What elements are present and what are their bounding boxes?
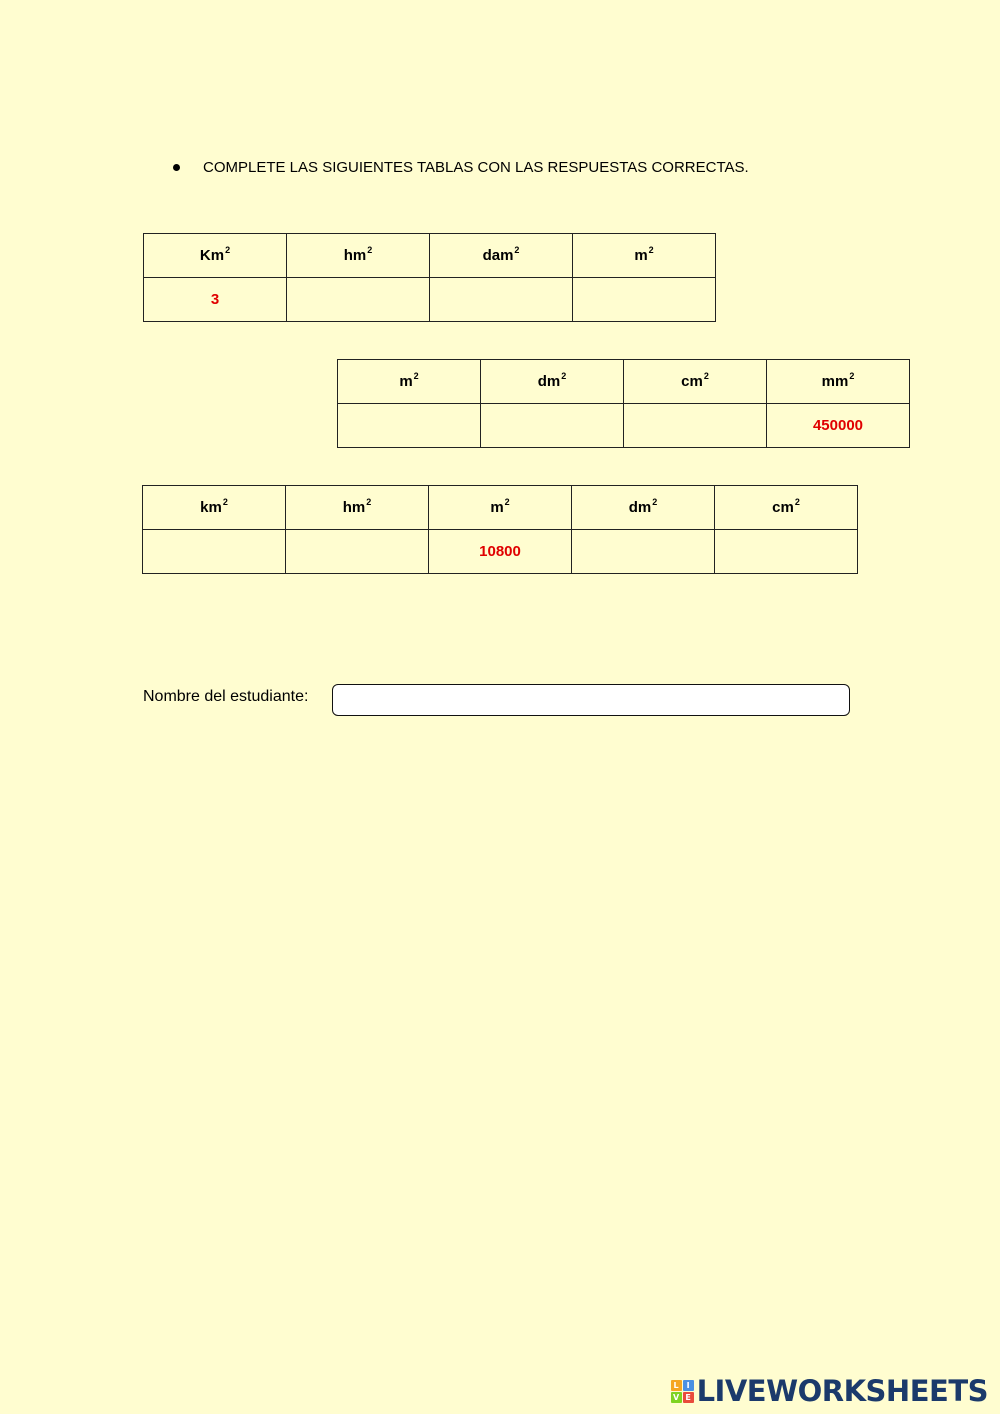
unit-header: $mm^2$ <box>767 360 910 404</box>
unit-header: $dm^2$ <box>481 360 624 404</box>
conversion-table-2 <box>337 359 910 448</box>
table-header-row <box>338 360 910 404</box>
unit-header: $m^2$ <box>429 486 572 530</box>
answer-cell[interactable] <box>143 530 286 574</box>
instruction <box>173 159 749 176</box>
answer-cell[interactable] <box>624 404 767 448</box>
given-value-cell: 450000 <box>767 404 910 448</box>
unit-header: dam$^2$ <box>430 234 573 278</box>
unit-header: $cm^2$ <box>624 360 767 404</box>
answer-cell[interactable] <box>573 278 716 322</box>
logo-text: LIVEWORKSHEETS <box>696 1374 988 1408</box>
logo-blocks-icon <box>671 1380 694 1403</box>
unit-header: $dm^2$ <box>572 486 715 530</box>
logo-block: E <box>683 1392 694 1403</box>
unit-header: $m^2$ <box>338 360 481 404</box>
student-name-label: Nombre del estudiante: <box>143 688 309 705</box>
given-value-cell: 3 <box>144 278 287 322</box>
unit-header: $m^2$ <box>573 234 716 278</box>
logo-block: V <box>671 1392 682 1403</box>
answer-cell[interactable] <box>481 404 624 448</box>
logo-block: L <box>671 1380 682 1391</box>
conversion-table-3 <box>142 485 858 574</box>
answer-cell[interactable] <box>572 530 715 574</box>
table-value-row <box>338 404 910 448</box>
unit-header: $hm^2$ <box>287 234 430 278</box>
logo-block: I <box>683 1380 694 1391</box>
table-value-row <box>143 530 858 574</box>
answer-cell[interactable] <box>286 530 429 574</box>
bullet-icon <box>173 164 180 171</box>
liveworksheets-logo <box>671 1374 988 1408</box>
table-value-row <box>144 278 716 322</box>
answer-cell[interactable] <box>338 404 481 448</box>
answer-cell[interactable] <box>430 278 573 322</box>
conversion-table-1 <box>143 233 716 322</box>
unit-header: $hm^2$ <box>286 486 429 530</box>
table-header-row <box>144 234 716 278</box>
instruction-text: COMPLETE LAS SIGUIENTES TABLAS CON LAS RESPUESTAS CORRECTAS. <box>203 159 749 176</box>
answer-cell[interactable] <box>715 530 858 574</box>
unit-header: $km^2$ <box>143 486 286 530</box>
answer-cell[interactable] <box>287 278 430 322</box>
table-header-row <box>143 486 858 530</box>
given-value-cell: 10800 <box>429 530 572 574</box>
unit-header: $cm^2$ <box>715 486 858 530</box>
student-name-input[interactable] <box>332 684 850 716</box>
unit-header: Km$^2$ <box>144 234 287 278</box>
